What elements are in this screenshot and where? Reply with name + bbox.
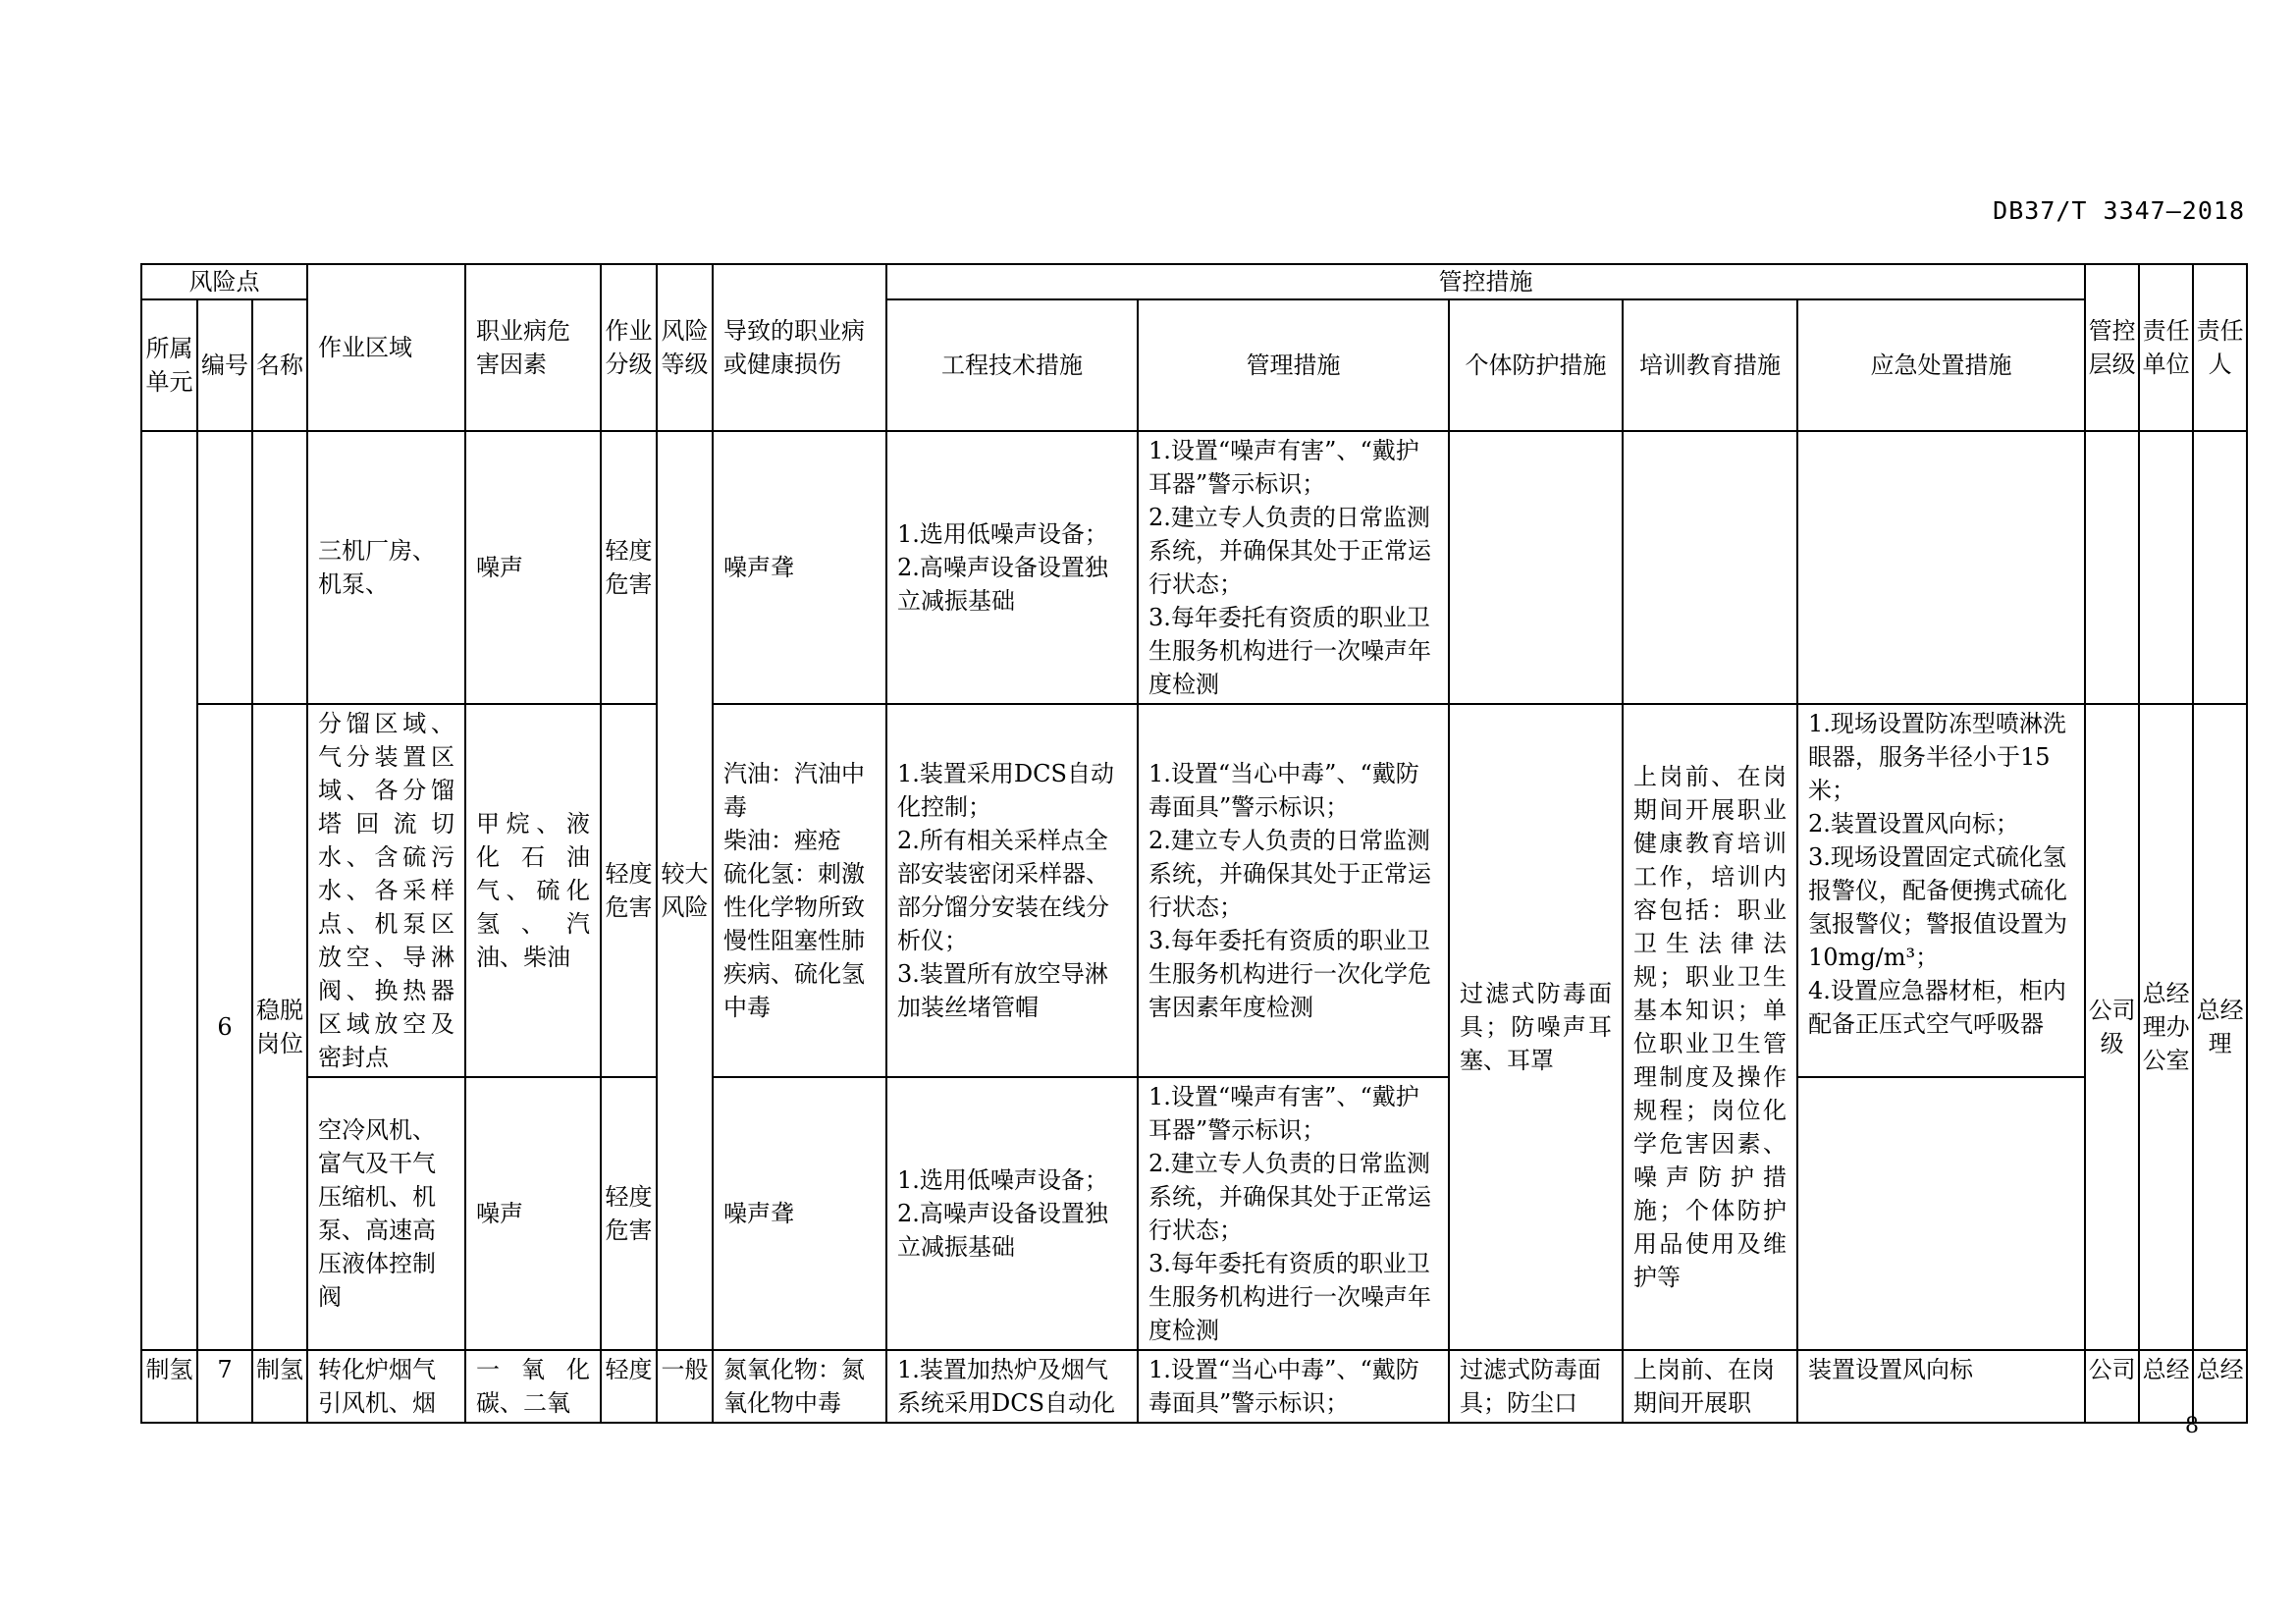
- emergency-cell: 装置设置风向标: [1797, 1350, 2085, 1423]
- resp-person-cell: [2193, 431, 2247, 704]
- disease-item: 汽油：汽油中毒: [723, 760, 866, 821]
- work-area-cell: 三机厂房、机泵、: [307, 431, 465, 704]
- grade-cell: 轻度危害: [601, 431, 657, 704]
- risk-level-cell: 一般: [657, 1350, 713, 1423]
- table-row: [141, 704, 2247, 1077]
- control-level-cell: 公司级: [2085, 704, 2139, 1350]
- engineering-item: 2.所有相关采样点全部安装密闭采样器、部分馏分安装在线分析仪；: [897, 827, 1110, 954]
- resp-unit-cell: 总经理办公室: [2139, 704, 2193, 1350]
- management-item: 3.每年委托有资质的职业卫生服务机构进行一次噪声年度检测: [1148, 604, 1432, 698]
- work-area-cell: 转化炉烟气引风机、烟: [307, 1350, 465, 1423]
- disease-item: 硫化氢：刺激性化学物所致慢性阻塞性肺疾病、硫化氢中毒: [723, 860, 866, 1021]
- management-item: 2.建立专人负责的日常监测系统，并确保其处于正常运行状态；: [1148, 1150, 1432, 1244]
- management-item: 3.每年委托有资质的职业卫生服务机构进行一次噪声年度检测: [1148, 1250, 1432, 1344]
- ppe-cell: [1449, 431, 1623, 704]
- header-name: 名称: [252, 299, 307, 431]
- name-cell: 稳脱岗位: [252, 704, 307, 1350]
- management-item: 2.建立专人负责的日常监测系统，并确保其处于正常运行状态；: [1148, 827, 1432, 921]
- header-risk-point: 风险点: [141, 264, 307, 299]
- header-work-area: 作业区域: [307, 264, 465, 431]
- header-number: 编号: [197, 299, 252, 431]
- header-risk-level: 风险等级: [657, 264, 713, 431]
- engineering-item: 1.装置采用DCS自动化控制；: [897, 760, 1114, 821]
- engineering-cell: 1.装置加热炉及烟气系统采用DCS自动化: [886, 1350, 1138, 1423]
- header-unit: 所属单元: [141, 299, 197, 431]
- emergency-cell: [1797, 704, 2085, 1077]
- header-hazard-factor: 职业病危害因素: [465, 264, 601, 431]
- number-cell: 7: [197, 1350, 252, 1423]
- management-item: 1.设置“当心中毒”、“戴防毒面具”警示标识；: [1148, 760, 1419, 821]
- table-row: [141, 431, 2247, 704]
- management-item: 3.每年委托有资质的职业卫生服务机构进行一次化学危害因素年度检测: [1148, 927, 1432, 1021]
- page-number: 8: [2185, 1414, 2199, 1438]
- header-resp-unit: 责任单位: [2139, 264, 2193, 431]
- disease-cell: 噪声聋: [713, 1077, 886, 1350]
- emergency-cell: [1797, 431, 2085, 704]
- engineering-item: 1.选用低噪声设备；: [897, 520, 1108, 548]
- emergency-item: 2.装置设置风向标；: [1808, 810, 2019, 838]
- management-item: 1.设置“噪声有害”、“戴护耳器”警示标识；: [1148, 437, 1419, 498]
- document-code: DB37/T 3347—2018: [1993, 196, 2245, 225]
- hazard-cell: 甲烷、液化石油气、硫化氢、汽油、柴油: [465, 704, 601, 1077]
- resp-person-cell: 总经理: [2193, 704, 2247, 1350]
- disease-cell: 噪声聋: [713, 431, 886, 704]
- management-item: 1.设置“噪声有害”、“戴护耳器”警示标识；: [1148, 1083, 1419, 1144]
- unit-cell: 制氢: [141, 1350, 197, 1423]
- work-area-cell: 分馏区域、气分装置区域、各分馏塔回流切水、含硫污水、各采样点、机泵区放空、导淋阀、换热器区域放空及密封点: [307, 704, 465, 1077]
- engineering-item: 3.装置所有放空导淋加装丝堵管帽: [897, 960, 1108, 1021]
- header-emergency: 应急处置措施: [1797, 299, 2085, 431]
- management-cell: [1138, 1077, 1449, 1350]
- header-control-level: 管控层级: [2085, 264, 2139, 431]
- training-cell: 上岗前、在岗期间开展职: [1623, 1350, 1797, 1423]
- name-cell: [252, 431, 307, 704]
- hazard-cell: 噪声: [465, 1077, 601, 1350]
- disease-item: 柴油：痤疮: [723, 827, 842, 854]
- resp-person-cell: 总经: [2193, 1350, 2247, 1423]
- name-cell: 制氢: [252, 1350, 307, 1423]
- emergency-item: 4.设置应急器材柜，柜内配备正压式空气呼吸器: [1808, 977, 2066, 1038]
- unit-cell: [141, 431, 197, 1350]
- header-disease: 导致的职业病或健康损伤: [713, 264, 886, 431]
- risk-control-table: [140, 263, 2248, 1424]
- engineering-item: 1.选用低噪声设备；: [897, 1166, 1108, 1194]
- emergency-item: 3.现场设置固定式硫化氢报警仪，配备便携式硫化氢报警仪；警报值设置为10mg/m³；: [1808, 843, 2068, 971]
- emergency-cell: [1797, 1077, 2085, 1350]
- grade-cell: 轻度危害: [601, 1077, 657, 1350]
- management-cell: [1138, 704, 1449, 1077]
- engineering-cell: [886, 431, 1138, 704]
- engineering-item: 2.高噪声设备设置独立减振基础: [897, 554, 1108, 615]
- resp-unit-cell: 总经: [2139, 1350, 2193, 1423]
- grade-cell: 轻度危害: [601, 704, 657, 1077]
- management-cell: 1.设置“当心中毒”、“戴防毒面具”警示标识；: [1138, 1350, 1449, 1423]
- resp-unit-cell: [2139, 431, 2193, 704]
- risk-level-cell: 较大风险: [657, 431, 713, 1350]
- management-cell: [1138, 431, 1449, 704]
- ppe-cell: 过滤式防毒面具；防尘口: [1449, 1350, 1623, 1423]
- hazard-cell: 噪声: [465, 431, 601, 704]
- header-work-grade: 作业分级: [601, 264, 657, 431]
- header-ppe: 个体防护措施: [1449, 299, 1623, 431]
- header-row-1: [141, 264, 2247, 299]
- header-resp-person: 责任人: [2193, 264, 2247, 431]
- grade-cell: 轻度: [601, 1350, 657, 1423]
- work-area-cell: 空冷风机、富气及干气压缩机、机泵、高速高压液体控制阀: [307, 1077, 465, 1350]
- engineering-cell: [886, 1077, 1138, 1350]
- training-cell: 上岗前、在岗期间开展职业健康教育培训工作，培训内容包括：职业卫生法律法规；职业卫生基本知识；单位职业卫生管理制度及操作规程；岗位化学危害因素、噪声防护措施；个体防护用品使用及维护等: [1623, 704, 1797, 1350]
- number-cell: [197, 431, 252, 704]
- engineering-item: 2.高噪声设备设置独立减振基础: [897, 1200, 1108, 1261]
- header-management: 管理措施: [1138, 299, 1449, 431]
- header-engineering: 工程技术措施: [886, 299, 1138, 431]
- number-cell: 6: [197, 704, 252, 1350]
- header-training: 培训教育措施: [1623, 299, 1797, 431]
- emergency-item: 1.现场设置防冻型喷淋洗眼器，服务半径小于15米；: [1808, 710, 2066, 804]
- control-level-cell: 公司: [2085, 1350, 2139, 1423]
- engineering-cell: [886, 704, 1138, 1077]
- ppe-cell: 过滤式防毒面具；防噪声耳塞、耳罩: [1449, 704, 1623, 1350]
- management-item: 2.建立专人负责的日常监测系统，并确保其处于正常运行状态；: [1148, 504, 1432, 598]
- training-cell: [1623, 431, 1797, 704]
- table-row: [141, 1077, 2247, 1350]
- disease-cell: 氮氧化物：氮氧化物中毒: [713, 1350, 886, 1423]
- table-row: [141, 1350, 2247, 1423]
- hazard-cell: 一氧化碳、二氧: [465, 1350, 601, 1423]
- control-level-cell: [2085, 431, 2139, 704]
- header-controls: 管控措施: [886, 264, 2085, 299]
- disease-cell: [713, 704, 886, 1077]
